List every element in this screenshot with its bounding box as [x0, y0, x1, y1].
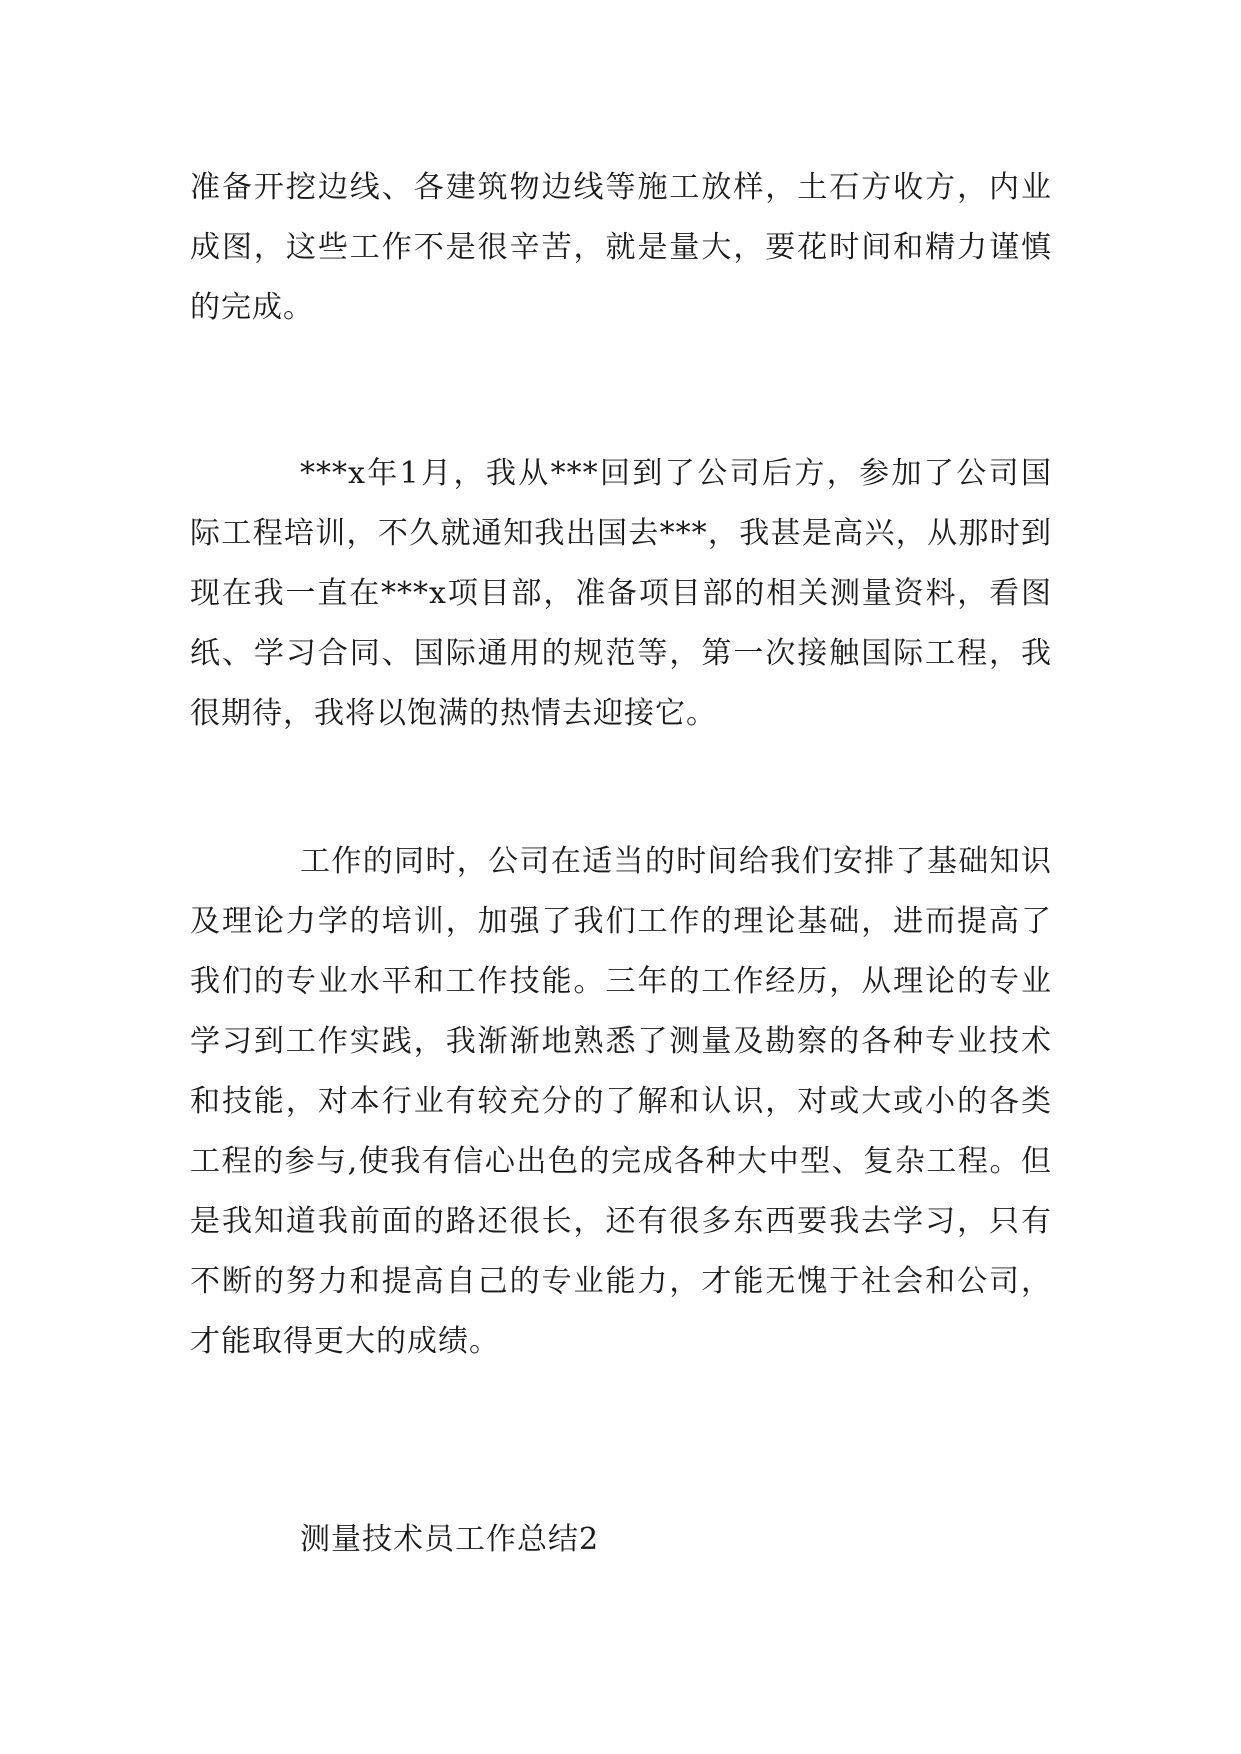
- section-heading: 测量技术员工作总结2: [300, 1522, 600, 1557]
- paragraph-continued: 准备开挖边线、各建筑物边线等施工放样，土石方收方，内业成图，这些工作不是很辛苦，就是量大，要花时间和精力谨慎的完成。: [190, 170, 1052, 325]
- paragraph-training: ***x年1月，我从***回到了公司后方，参加了公司国际工程培训，不久就通知我出国去***，我甚是高兴，从那时到现在我一直在***x项目部，准备项目部的相关测量资料，看图纸、学习合同、国际通用的规范等，第一次接触国际工程，我很期待，我将以饱满的热情去迎接它。: [190, 456, 1052, 731]
- paragraph-experience: 工作的同时，公司在适当的时间给我们安排了基础知识及理论力学的培训，加强了我们工作的理论基础，进而提高了我们的专业水平和工作技能。三年的工作经历，从理论的专业学习到工作实践，我渐渐地熟悉了测量及勘察的各种专业技术和技能，对本行业有较充分的了解和认识，对或大或小的各类工程的参与,使我有信心出色的完成各种大中型、复杂工程。但是我知道我前面的路还很长，还有很多东西要我去学习，只有不断的努力和提高自己的专业能力，才能无愧于社会和公司，才能取得更大的成绩。: [190, 844, 1052, 1359]
